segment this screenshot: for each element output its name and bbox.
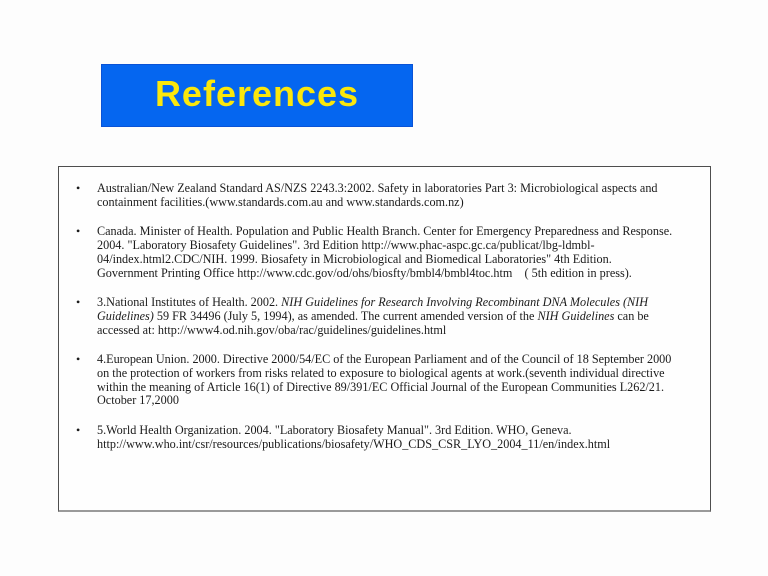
reference-line: 5.World Health Organization. 2004. "Laboratory Biosafety Manual". 3rd Edition. WHO, Geneva. — [97, 423, 572, 438]
reference-line: containment facilities.(www.standards.com.au and www.standards.com.nz) — [97, 194, 464, 209]
bullet-icon: • — [76, 295, 81, 310]
reference-line: within the meaning of Article 16(1) of Directive 89/391/EC Official Journal of the European Communities L262/21. — [97, 379, 665, 394]
reference-line: 4.European Union. 2000. Directive 2000/54/EC of the European Parliament and of the Council of 18 September 2000 — [97, 352, 672, 367]
slide-title: References — [154, 73, 360, 114]
reference-line: Government Printing Office http://www.cdc.gov/od/ohs/biosfty/bmbl4/bmbl4toc.htm ( 5th edition in press). — [97, 265, 632, 280]
bullet-icon: • — [76, 423, 81, 438]
reference-line: accessed at: http://www4.od.nih.gov/oba/rac/guidelines/guidelines.html — [97, 322, 447, 337]
reference-line: 04/index.html2.CDC/NIH. 1999. Biosafety in Microbiological and Biomedical Laboratories" 4th Edition. — [97, 251, 612, 266]
reference-item — [69, 424, 702, 451]
reference-line: October 17,2000 — [97, 393, 179, 408]
bullet-icon: • — [76, 352, 81, 367]
reference-line: http://www.who.int/csr/resources/publications/biosafety/WHO_CDS_CSR_LYO_2004_11/en/index.html — [97, 436, 611, 451]
reference-item — [69, 225, 702, 280]
reference-line: on the protection of workers from risks related to exposure to biological agents at work.(seventh individual directive — [97, 366, 665, 381]
reference-line: Guidelines) 59 FR 34496 (July 5, 1994), as amended. The current amended version of the NIH Guidelines can be — [97, 308, 649, 323]
references-box — [58, 166, 711, 512]
bullet-icon: • — [76, 181, 81, 195]
reference-item — [69, 353, 702, 408]
slide-title-box — [101, 64, 413, 127]
reference-item — [69, 182, 702, 209]
reference-line: Canada. Minister of Health. Population and Public Health Branch. Center for Emergency Preparedness and Response. — [97, 224, 673, 239]
reference-list — [69, 182, 702, 452]
reference-line: 3.National Institutes of Health. 2002. NIH Guidelines for Research Involving Recombinant DNA Molecules (NIH — [97, 295, 649, 310]
reference-line: 2004. "Laboratory Biosafety Guidelines". 3rd Edition http://www.phac-aspc.gc.ca/publicat/lbg-ldmbl- — [97, 238, 595, 253]
reference-item — [69, 296, 702, 337]
reference-line: Australian/New Zealand Standard AS/NZS 2243.3:2002. Safety in laboratories Part 3: Microbiological aspects and — [97, 181, 658, 195]
bullet-icon: • — [76, 224, 81, 239]
